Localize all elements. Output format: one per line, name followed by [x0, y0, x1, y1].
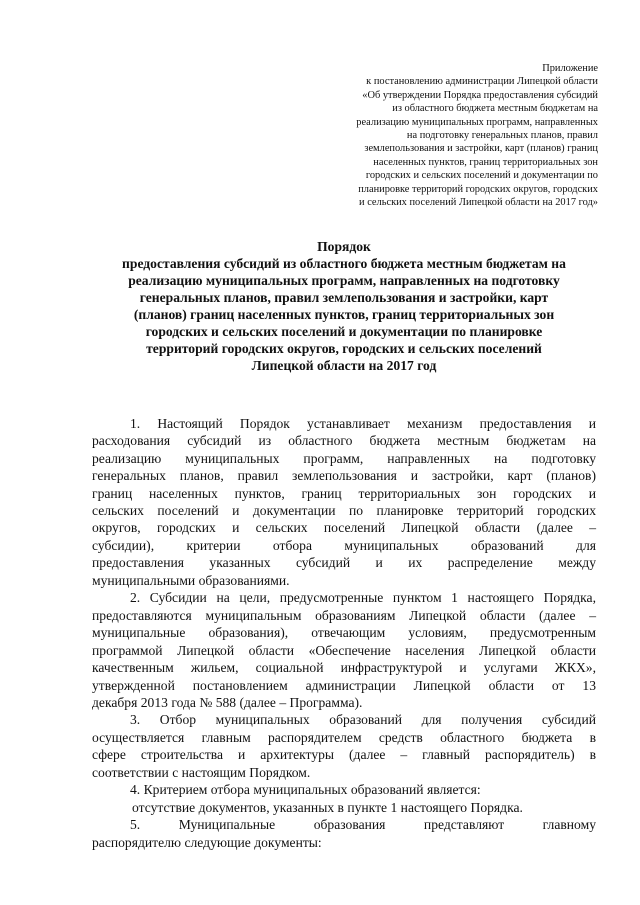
text-line: осуществляется главным распорядителем средств областного бюджета в — [92, 729, 596, 745]
title-line: предоставления субсидий из областного бюджета местным бюджетам на — [122, 256, 566, 272]
text-line: качественным жильем, социальной инфраструктурой и услугами ЖКХ», — [92, 660, 596, 676]
text-line: реализацию муниципальных программ, направленных на подготовку — [92, 450, 596, 466]
document-title — [92, 239, 596, 374]
title-line: (планов) границ населенных пунктов, границ территориальных зон — [133, 307, 555, 323]
paragraph-4-item — [92, 799, 596, 816]
text-line: распорядителю следующие документы: — [92, 834, 322, 850]
title-heading: Порядок — [317, 239, 371, 255]
appendix-line: землепользования и застройки, карт (планов) границ — [364, 143, 598, 155]
text-line: сельских поселений и документации по планировке территорий городских — [92, 502, 596, 518]
appendix-line: городских и сельских поселений и документации по — [365, 170, 598, 182]
text-line: декабря 2013 года № 588 (далее – Программа). — [92, 694, 363, 710]
title-line: генеральных планов, правил землепользования и застройки, карт — [139, 290, 549, 306]
appendix-line: населенных пунктов, границ территориальных зон — [373, 156, 598, 168]
title-line: территорий городских округов, городских и сельских поселений — [146, 340, 542, 356]
text-line: предоставления указанных субсидий и их распределение между — [92, 555, 596, 571]
text-line: 2. Субсидии на цели, предусмотренные пунктом 1 настоящего Порядка, — [130, 590, 596, 606]
title-line: Липецкой области на 2017 год — [251, 357, 437, 373]
appendix-line: к постановлению администрации Липецкой области — [366, 76, 598, 88]
appendix-line: планировке территорий городских округов, городских — [358, 183, 598, 195]
text-line: 4. Критерием отбора муниципальных образований является: — [130, 782, 481, 798]
title-line: реализацию муниципальных программ, направленных на подготовку — [128, 273, 560, 289]
paragraph-1 — [92, 415, 596, 590]
document-body — [92, 415, 596, 851]
text-line: программой Липецкой области «Обеспечение населения Липецкой области — [92, 642, 596, 658]
appendix-line: и сельских поселений Липецкой области на 2017 год» — [359, 197, 598, 209]
text-line: генеральных планов, правил землепользования и застройки, карт (планов) — [92, 468, 596, 484]
paragraph-2 — [92, 589, 596, 711]
appendix-line: «Об утверждении Порядка предоставления субсидий — [362, 89, 598, 101]
text-line: соответствии с настоящим Порядком. — [92, 764, 311, 780]
paragraph-4 — [92, 781, 596, 798]
text-line: отсутствие документов, указанных в пункте 1 настоящего Порядка. — [132, 799, 523, 815]
text-line: сфере строительства и архитектуры (далее – главный распорядитель) в — [92, 747, 596, 763]
appendix-line: на подготовку генеральных планов, правил — [406, 130, 598, 142]
text-line: муниципальные образования), отвечающим условиям, предусмотренным — [92, 625, 596, 641]
text-line: 1. Настоящий Порядок устанавливает механизм предоставления и — [130, 415, 596, 431]
text-line: 5. Муниципальные образования представляют главному — [130, 817, 596, 833]
text-line: границ населенных пунктов, границ территориальных зон городских и — [92, 485, 596, 501]
text-line: утвержденной постановлением администрации Липецкой области от 13 — [92, 677, 596, 693]
text-line: 3. Отбор муниципальных образований для получения субсидий — [130, 712, 596, 728]
text-line: расходования субсидий из областного бюджета местным бюджетам на — [92, 433, 596, 449]
text-line: округов, городских и сельских поселений Липецкой области (далее – — [92, 520, 596, 536]
text-line: субсидии), критерии отбора муниципальных образований для — [92, 537, 596, 553]
appendix-line: Приложение — [542, 63, 598, 74]
appendix-line: из областного бюджета местным бюджетам на — [392, 103, 598, 115]
paragraph-3 — [92, 711, 596, 781]
paragraph-5 — [92, 816, 596, 851]
appendix-header — [308, 62, 598, 209]
appendix-line: реализацию муниципальных программ, направленных — [356, 116, 598, 128]
text-line: муниципальными образованиями. — [92, 572, 290, 588]
text-line: предоставляются муниципальным образованиям Липецкой области (далее – — [92, 607, 596, 623]
title-line: городских и сельских поселений и документации по планировке — [145, 324, 543, 339]
